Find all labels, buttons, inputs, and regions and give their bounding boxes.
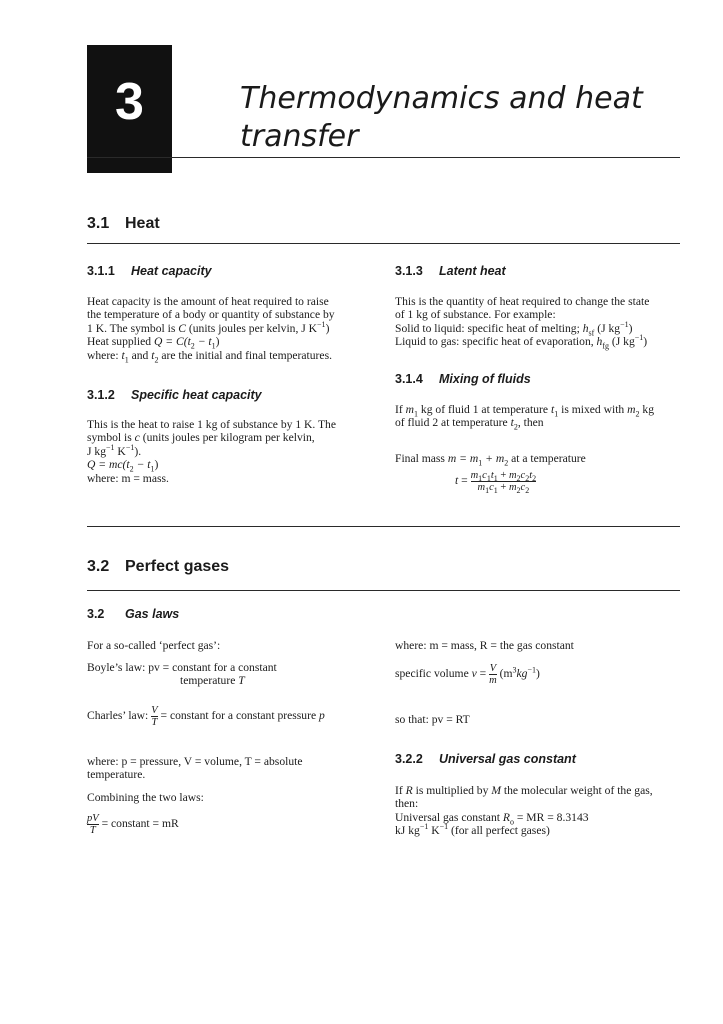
latent-heat-text: This is the quantity of heat required to change the state of 1 kg of substance. For example: Solid to liquid: specific heat of melting; $h_{sf}$ (J $kg^{-1}$) Liquid to gas: specific heat of evaporation, $h_{fg}$ (J $kg^{-1}$) — [395, 295, 650, 351]
mixing-temperature-formula: t = $\frac{m_1c_1t_1 + m_2c_2t_2}{m_1c_1 + m_2c_2}$ — [455, 470, 537, 496]
gas-constant-where: where: m = mass, R = the gas constant — [395, 639, 574, 652]
chapter-title: Thermodynamics and heat transfer — [240, 81, 643, 154]
heat-capacity-text: Heat capacity is the amount of heat required to raise the temperature of a body or quantity of substance by 1 K. The symbol is C (units joules per kelvin, J $K^{-1}$) Heat supplied $Q = C(t_2 - t_1)$ where: $t_1$ and $t_2$ are the initial and final temperatures. — [87, 295, 335, 364]
section-heading-perfect-gases: 3.2 Perfect gases — [87, 558, 230, 575]
boyles-law: Boyle’s law: pv = constant for a constant temperature T — [87, 661, 277, 688]
gas-laws-intro: For a so-called ‘perfect gas’: — [87, 639, 221, 652]
charles-law: Charles’ law: $\frac{V}{T}$ = constant for a constant pressure p — [87, 705, 325, 728]
section-heading-heat: 3.1 Heat — [87, 215, 160, 232]
combined-gas-law: $\frac{pV}{T}$ = constant = mR — [87, 813, 179, 836]
universal-gas-constant-text: If R is multiplied by M the molecular weight of the gas, then: Universal gas constant $R_o$ = MR = 8.3143 kJ $kg^{-1}$ $K^{-1}$ (for all perfect gases) — [395, 784, 653, 838]
combining-laws: Combining the two laws: — [87, 791, 204, 804]
subsection-heading-gas-laws: 3.2 Gas laws — [87, 607, 180, 621]
chapter-rule — [87, 157, 680, 158]
subsection-heading-universal-gas-constant: 3.2.2 Universal gas constant — [395, 752, 576, 766]
subsection-heading-latent-heat: 3.1.3 Latent heat — [395, 264, 506, 278]
mixing-text: If $m_1$ kg of fluid 1 at temperature $t_1$ is mixed with $m_2$ kg of fluid 2 at temperature $t_2$, then — [395, 403, 654, 432]
subsection-heading-specific-heat: 3.1.2 Specific heat capacity — [87, 388, 262, 402]
subsection-heading-mixing: 3.1.4 Mixing of fluids — [395, 372, 531, 386]
chapter-number: 3 — [115, 73, 144, 131]
so-that: so that: pv = RT — [395, 713, 470, 726]
specific-volume: specific volume v = $\frac{V}{m}$ $(m^3kg^{-1})$ — [395, 663, 540, 686]
mixing-final-mass: Final mass $m = m_1 + m_2$ at a temperature — [395, 452, 586, 468]
specific-heat-text: This is the heat to raise 1 kg of substance by 1 K. The symbol is c (units joules per kilogram per kelvin, J $kg^{-1}$ $K^{-1}$). $Q = mc(t_2 - t_1)$ where: m = mass. — [87, 418, 336, 485]
subsection-heading-heat-capacity: 3.1.1 Heat capacity — [87, 264, 212, 278]
section-rule — [87, 590, 680, 591]
section-rule — [87, 526, 680, 527]
section-rule — [87, 243, 680, 244]
gas-laws-where: where: p = pressure, V = volume, T = absolute temperature. — [87, 755, 303, 782]
